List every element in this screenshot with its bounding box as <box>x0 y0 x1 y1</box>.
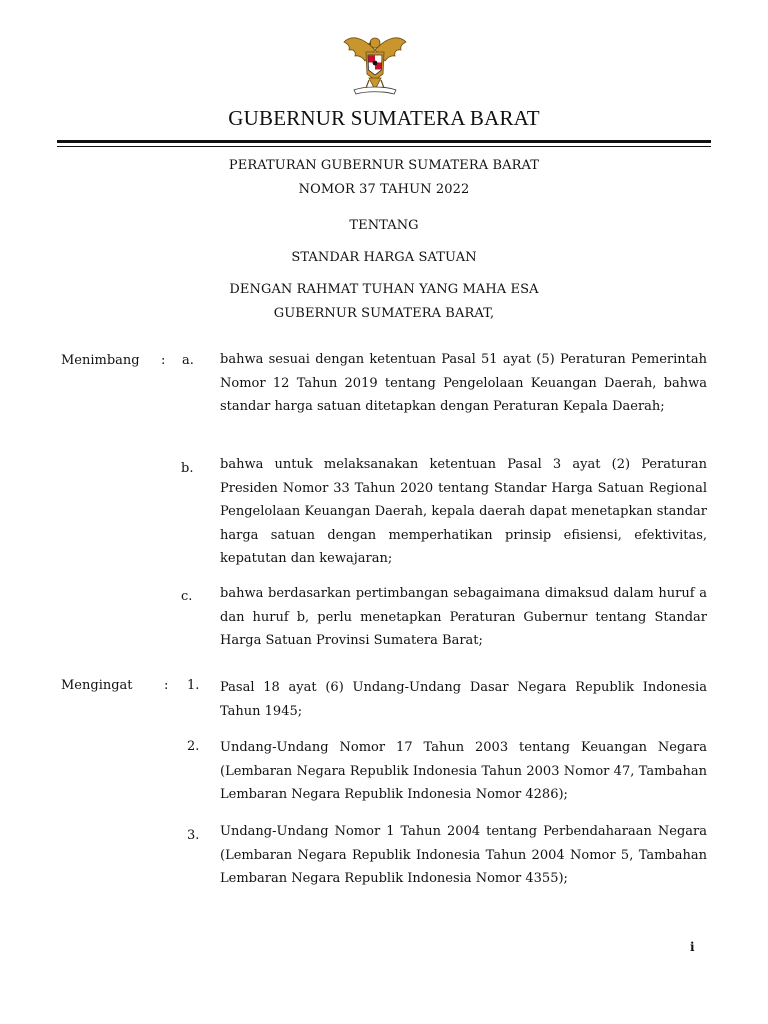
mengingat-item-2: Undang-Undang Nomor 17 Tahun 2003 tentang Keuangan Negara (Lembaran Negara Republik Indonesia Tahun 2003 Nomor 47, Tambahan Lembaran Negara Republik Indonesia Nomor 4286); <box>220 740 707 802</box>
menimbang-colon: : <box>161 353 166 368</box>
menimbang-marker-b: b. <box>181 461 194 476</box>
mengingat-marker-1: 1. <box>187 678 200 693</box>
page-number: i <box>690 940 695 954</box>
title-divider-thin <box>57 146 711 147</box>
garuda-emblem-icon <box>338 28 412 102</box>
menimbang-marker-a: a. <box>182 353 194 368</box>
preamble-line-2: GUBERNUR SUMATERA BARAT, <box>273 306 495 321</box>
menimbang-item-c: bahwa berdasarkan pertimbangan sebagaimana dimaksud dalam huruf a dan huruf b, perlu menetapkan Peraturan Gubernur tentang Standar Harga Satuan Provinsi Sumatera Barat; <box>220 586 707 648</box>
regulation-title: PERATURAN GUBERNUR SUMATERA BARAT <box>228 158 540 173</box>
about-heading: TENTANG <box>349 218 419 233</box>
document-title: GUBERNUR SUMATERA BARAT <box>228 106 540 130</box>
menimbang-label: Menimbang <box>61 353 140 368</box>
mengingat-item-3: Undang-Undang Nomor 1 Tahun 2004 tentang Perbendaharaan Negara (Lembaran Negara Republik Indonesia Tahun 2004 Nomor 5, Tambahan Lembaran Negara Republik Indonesia Nomor 4355); <box>220 824 707 886</box>
menimbang-item-a: bahwa sesuai dengan ketentuan Pasal 51 ayat (5) Peraturan Pemerintah Nomor 12 Tahun 2019 tentang Pengelolaan Keuangan Daerah, bahwa standar harga satuan ditetapkan dengan Peraturan Kepala Daerah; <box>220 352 707 414</box>
preamble-line-1: DENGAN RAHMAT TUHAN YANG MAHA ESA <box>229 282 539 297</box>
title-divider-thick <box>57 140 711 143</box>
menimbang-item-b: bahwa untuk melaksanakan ketentuan Pasal 3 ayat (2) Peraturan Presiden Nomor 33 Tahun 2020 tentang Standar Harga Satuan Regional Pengelolaan Keuangan Daerah, kepala daerah dapat menetapkan standar harga satuan dengan memperhatikan prinsip efisiensi, efektivitas, kepatutan dan kewajaran; <box>220 457 707 566</box>
menimbang-marker-c: c. <box>181 589 193 604</box>
regulation-number: NOMOR 37 TAHUN 2022 <box>298 182 470 197</box>
regulation-subject: STANDAR HARGA SATUAN <box>291 250 477 265</box>
mengingat-item-1: Pasal 18 ayat (6) Undang-Undang Dasar Negara Republik Indonesia Tahun 1945; <box>220 680 707 719</box>
mengingat-marker-3: 3. <box>187 828 200 843</box>
mengingat-colon: : <box>164 678 169 693</box>
mengingat-label: Mengingat <box>61 678 133 693</box>
mengingat-marker-2: 2. <box>187 739 200 754</box>
